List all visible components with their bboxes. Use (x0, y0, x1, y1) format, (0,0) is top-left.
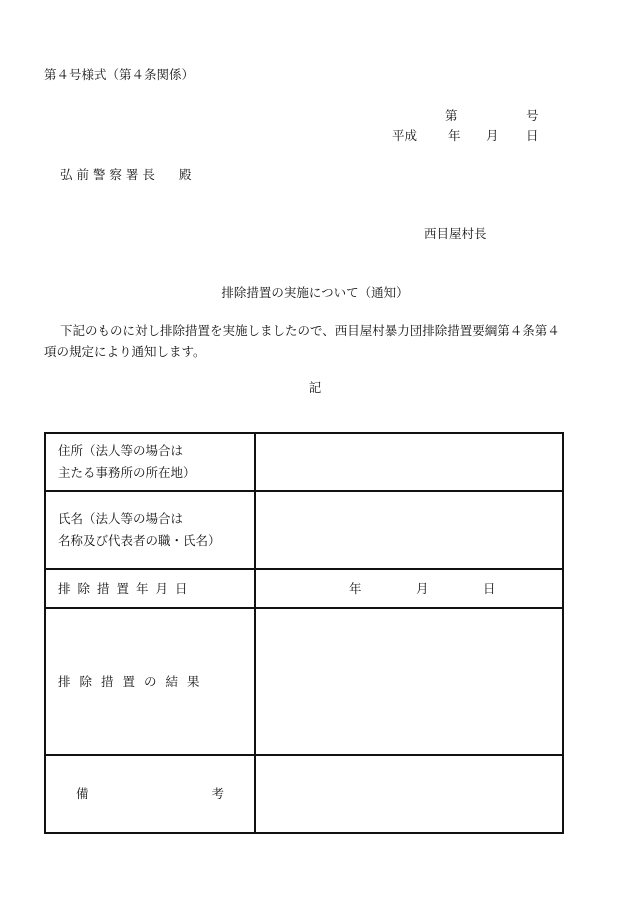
name-label (45, 491, 255, 569)
table-row-address (45, 433, 563, 491)
table-row-date (45, 569, 563, 608)
ki-heading: 記 (308, 380, 322, 395)
result-label: 排除措置の結果 (45, 608, 255, 755)
doc-number-dai: 第 (445, 108, 458, 123)
address-value[interactable] (255, 433, 563, 491)
sender-name: 西目屋村長 (424, 226, 487, 241)
doc-number-go: 号 (526, 108, 539, 123)
remarks-label (45, 755, 255, 833)
date-label: 排除措置年月日 (45, 569, 255, 608)
date-day: 日 (526, 128, 539, 143)
date-value-month: 月 (416, 580, 429, 596)
date-month: 月 (486, 128, 499, 143)
form-number: 第４号様式（第４条関係） (44, 67, 195, 82)
date-value[interactable] (255, 569, 563, 608)
name-label-line-2: 名称及び代表者の職・氏名） (58, 533, 221, 548)
body-line-1: 下記のものに対し排除措置を実施しましたので、西目屋村暴力団排除措置要綱第４条第４ (60, 323, 560, 338)
remarks-label-1: 備 (76, 786, 89, 801)
result-value[interactable] (255, 608, 563, 755)
date-value-year: 年 (349, 580, 362, 596)
addressee-name: 弘 前 警 察 署 長 (60, 167, 155, 182)
addressee-honorific: 殿 (179, 167, 192, 182)
name-value[interactable] (255, 491, 563, 569)
address-label-line-1: 住所（法人等の場合は (58, 443, 184, 458)
record-table (44, 432, 564, 834)
table-row-name (45, 491, 563, 569)
remarks-label-2: 考 (211, 786, 224, 801)
table-row-result (45, 608, 563, 755)
date-year: 年 (448, 128, 461, 143)
document-title: 排除措置の実施について（通知） (221, 285, 409, 300)
name-label-line-1: 氏名（法人等の場合は (58, 511, 184, 526)
date-value-day: 日 (483, 580, 496, 596)
address-label (45, 433, 255, 491)
address-label-line-2: 主たる事務所の所在地） (58, 465, 196, 480)
date-era: 平成 (392, 128, 418, 143)
body-line-2: 項の規定により通知します。 (44, 344, 206, 359)
remarks-value[interactable] (255, 755, 563, 833)
table-row-remarks (45, 755, 563, 833)
